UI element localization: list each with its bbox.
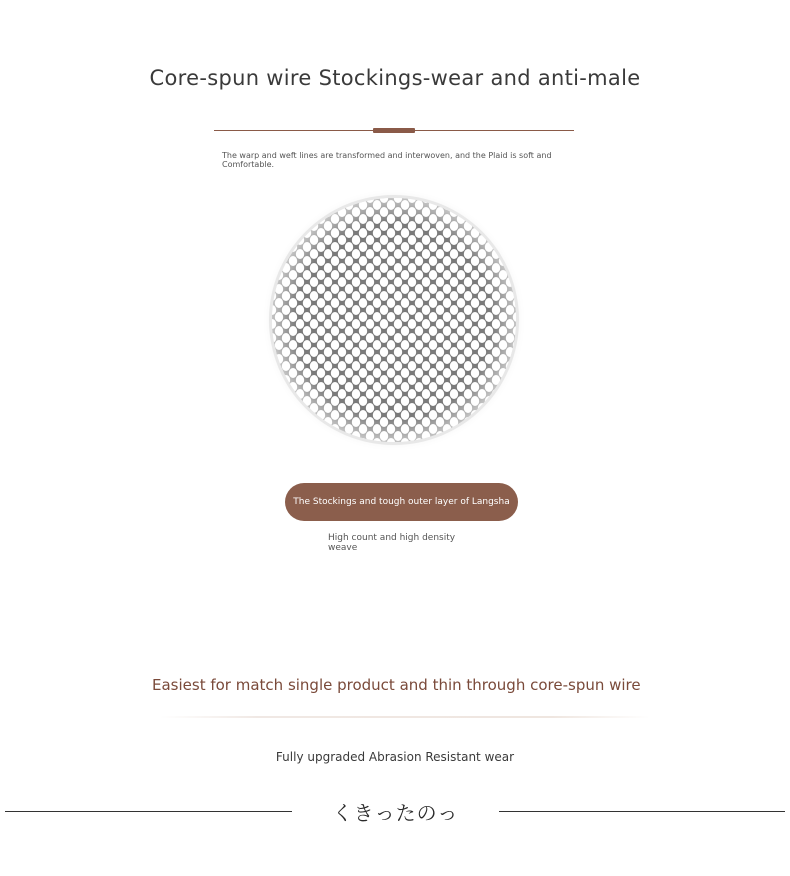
section-subheading: Fully upgraded Abrasion Resistant wear <box>275 750 515 764</box>
feature-pill: The Stockings and tough outer layer of Langsha <box>285 483 518 521</box>
intro-description: The warp and weft lines are transformed and interwoven, and the Plaid is soft and Comfortable. <box>222 151 552 169</box>
footer-divider-right <box>499 811 785 812</box>
footer-divider-left <box>5 811 292 812</box>
section-heading: Easiest for match single product and thin through core-spun wire <box>152 676 641 694</box>
page-title: Core-spun wire Stockings-wear and anti-male <box>149 66 641 90</box>
footer-decorative-text: くきったのっ <box>332 801 459 825</box>
feature-note: High count and high density weave <box>328 533 456 553</box>
mesh-fabric-image <box>272 198 516 442</box>
title-divider-accent <box>373 128 415 133</box>
mesh-pattern-icon <box>272 198 516 442</box>
decorative-strip <box>160 716 650 718</box>
